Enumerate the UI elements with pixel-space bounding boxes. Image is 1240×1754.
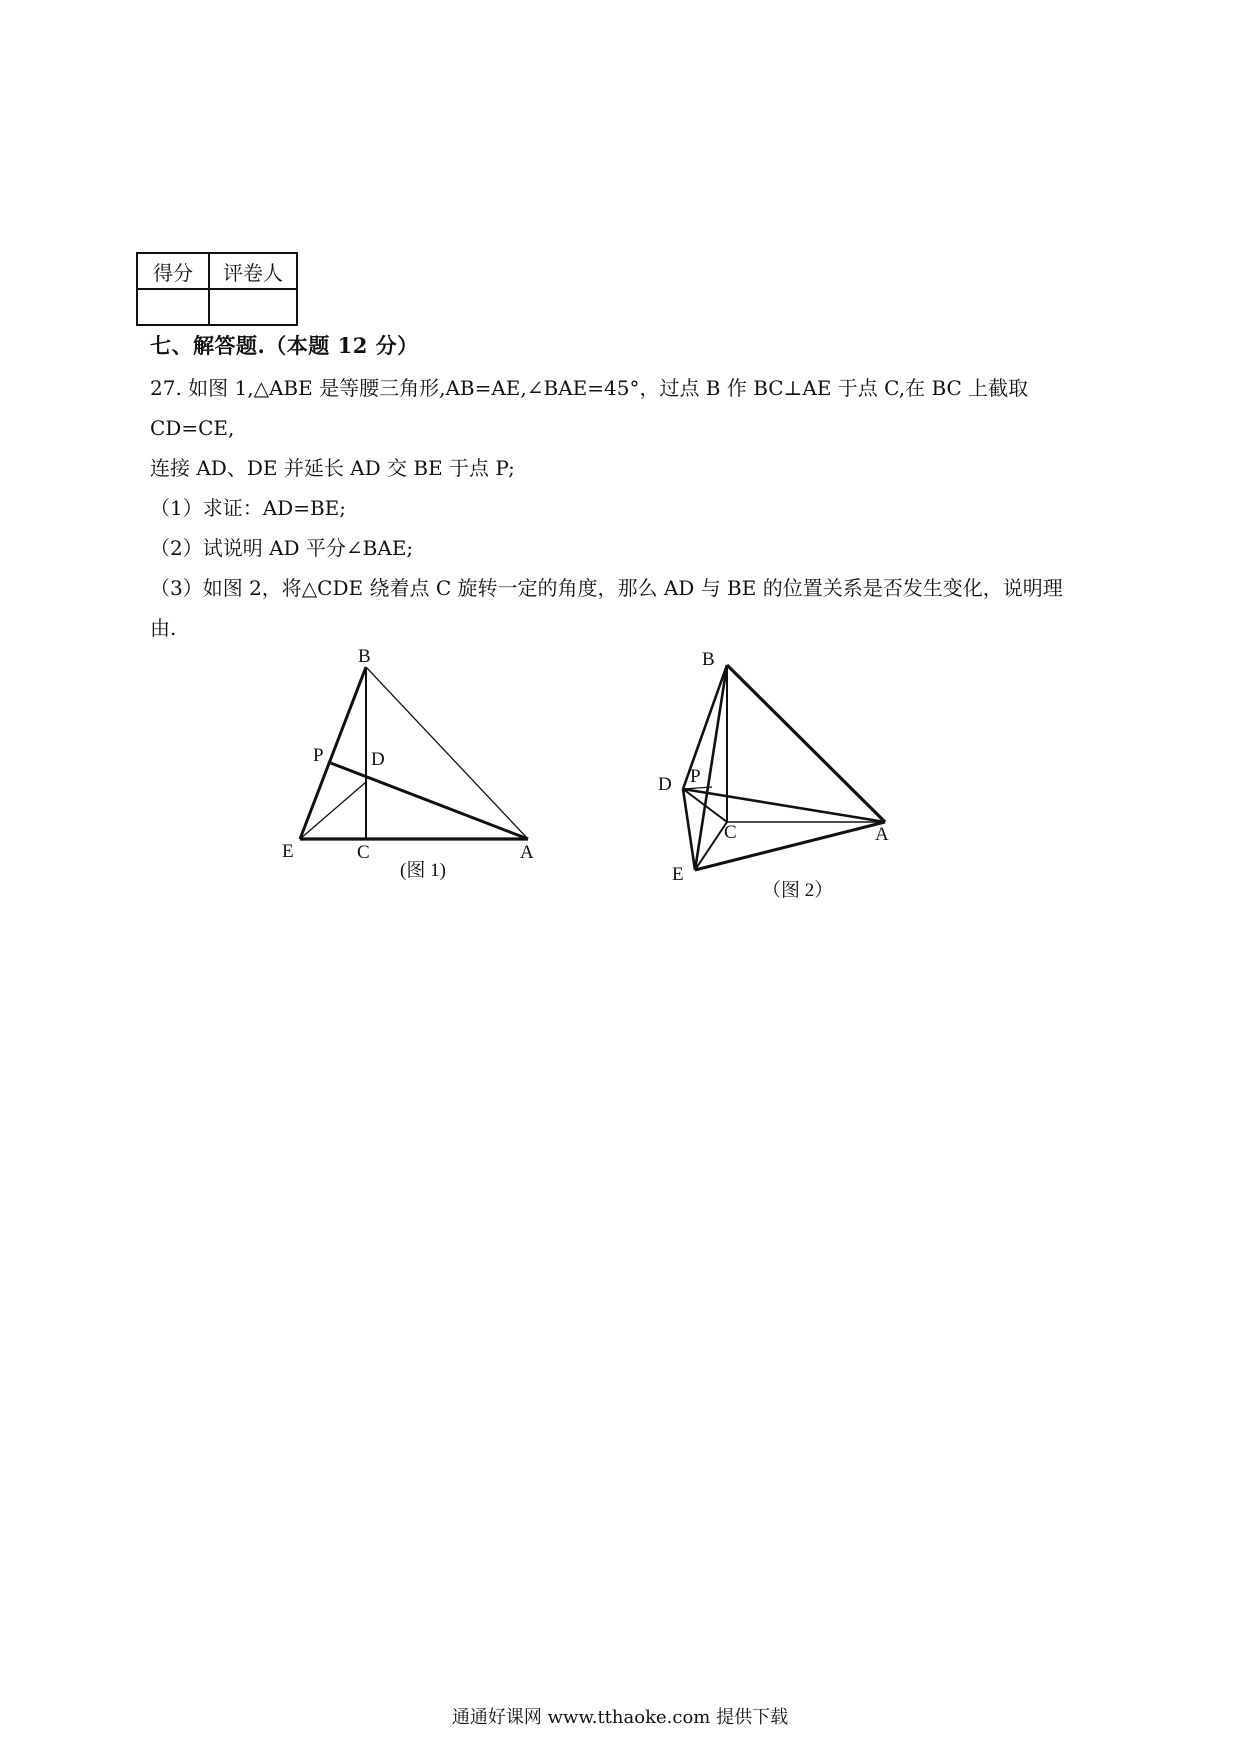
fig1-caption: (图 1): [400, 860, 446, 881]
fig1-segment-eb: [300, 667, 366, 839]
problem-part-3-cont: 由.: [150, 616, 177, 640]
fig2-label-e: E: [672, 864, 684, 885]
score-header: 得分: [137, 253, 209, 289]
section-heading: 七、解答题.（本题 12 分）: [150, 333, 419, 358]
fig2-label-d: D: [658, 774, 672, 795]
problem-line-2: 连接 AD、DE 并延长 AD 交 BE 于点 P;: [150, 456, 515, 480]
fig2-label-a: A: [875, 824, 889, 845]
fig1-label-p: P: [313, 745, 324, 766]
fig1-label-d: D: [371, 749, 385, 770]
fig2-label-c: C: [724, 822, 737, 843]
fig1-segment-ba: [366, 667, 528, 839]
fig1-label-a: A: [520, 842, 534, 863]
fig2-segment-de: [683, 789, 695, 870]
problem-part-1: （1）求证：AD=BE;: [150, 496, 346, 520]
page-footer: 通通好课网 www.tthaoke.com 提供下载: [451, 1707, 789, 1728]
problem-line-1: 27. 如图 1,△ABE 是等腰三角形,AB=AE,∠BAE=45°，过点 B 作 BC⊥AE 于点 C,在 BC 上截取 CD=CE,: [150, 376, 1029, 440]
fig1-segment-pa: [328, 762, 528, 839]
grader-header: 评卷人: [209, 253, 297, 289]
figure-1: [282, 646, 534, 881]
figure-2: [658, 649, 889, 901]
problem-part-2: （2）试说明 AD 平分∠BAE;: [150, 536, 414, 560]
fig2-caption: （图 2）: [762, 880, 834, 901]
fig2-segment-ba: [727, 665, 885, 822]
fig2-label-p: P: [690, 766, 701, 787]
fig1-label-c: C: [357, 842, 370, 863]
fig1-label-b: B: [358, 646, 371, 667]
fig1-label-e: E: [282, 841, 294, 862]
score-cell: [137, 289, 209, 325]
score-table: [136, 252, 298, 326]
figures: [0, 630, 1240, 930]
fig2-label-b: B: [702, 649, 715, 670]
problem-text: [150, 368, 1110, 648]
problem-part-3: （3）如图 2，将△CDE 绕着点 C 旋转一定的角度，那么 AD 与 BE 的位置关系是否发生变化，说明理: [150, 576, 1063, 600]
grader-cell: [209, 289, 297, 325]
